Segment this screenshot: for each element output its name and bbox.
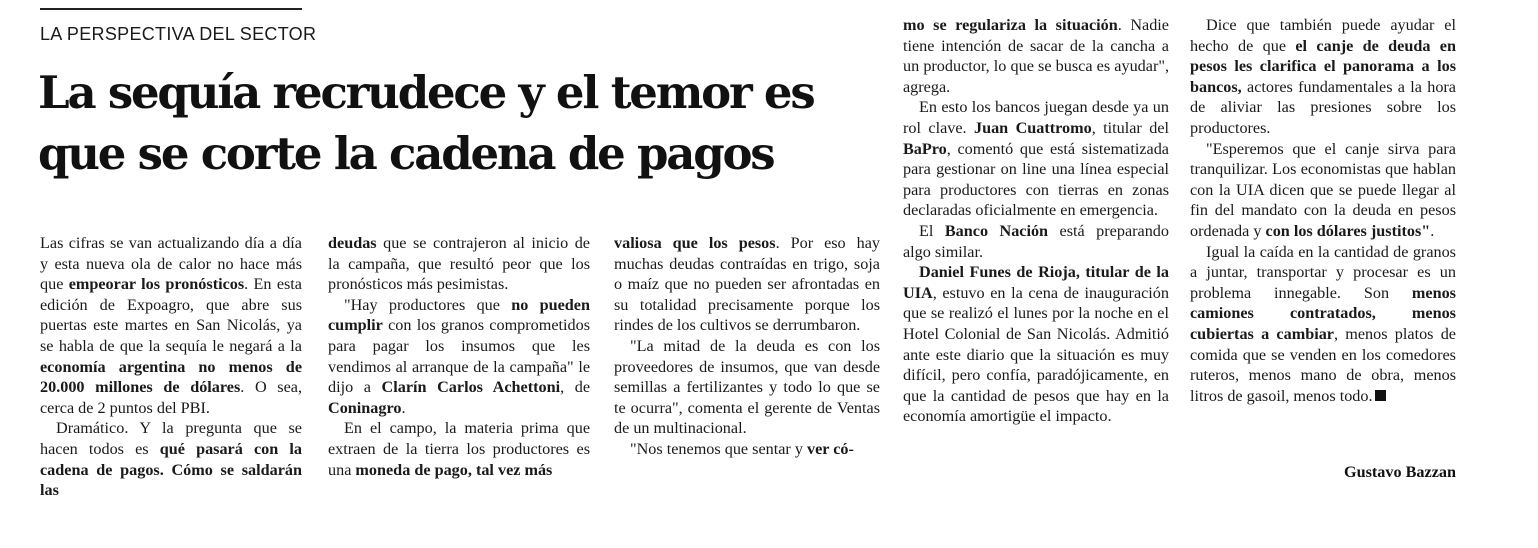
article-column-3	[614, 233, 880, 460]
text-run: .	[401, 398, 406, 417]
text-run: . Por eso hay muchas deudas contraídas en trigo, soja o maíz que no pueden ser afrontadas en su totalidad precisamente porque los rindes de los cultivos se derrumbaron.	[614, 234, 880, 335]
paragraph	[328, 295, 590, 419]
bold-text: empeorar los pronósticos	[68, 275, 245, 294]
paragraph	[328, 418, 590, 480]
bold-text: el canje de deuda en pesos les clarifica el panorama a los bancos,	[1190, 36, 1456, 96]
text-run: "Nos tenemos que sentar y	[630, 439, 807, 458]
paragraph	[614, 233, 880, 336]
text-run: está preparando algo similar.	[903, 221, 1169, 261]
text-run: , menos platos de comida que se venden en los comedores ruteros, menos mano de obra, menos litros de gasoil, menos todo.	[1190, 324, 1456, 405]
bold-text: menos camiones contratados, menos cubiertas a cambiar	[1190, 283, 1456, 343]
paragraph	[1190, 15, 1456, 139]
bold-text: no pueden cumplir	[328, 295, 590, 335]
paragraph	[1190, 139, 1456, 242]
paragraph	[903, 262, 1169, 427]
text-run: , comentó que está sistematizada para gestionar on line una línea especial para productores con tierras en zonas declaradas oficialmente en emergencia.	[903, 139, 1169, 220]
bold-text: Coninagro	[328, 398, 402, 417]
text-run: Las cifras se van actualizando día a día y esta nueva ola de calor no hace más que	[40, 234, 302, 294]
text-run: , de	[560, 378, 591, 397]
bold-text: Clarín Carlos Achettoni	[381, 378, 561, 397]
paragraph	[614, 439, 880, 460]
bold-text: Juan Cuattromo	[973, 118, 1092, 137]
bold-text: con los dólares justitos"	[1265, 221, 1431, 240]
bold-text: economía argentina no menos de 20.000 millones de dólares	[40, 357, 302, 397]
section-label: LA PERSPECTIVA DEL SECTOR	[40, 24, 317, 44]
text-run: "Esperemos que el canje sirva para tranquilizar. Los economistas que hablan con la UIA dicen que se puede llegar al fin del mandato con la deuda en pesos ordenada y	[1190, 139, 1456, 240]
paragraph: "La mitad de la deuda es con los proveedores de insumos, que van desde semillas a fertilizantes y todo lo que se te ocurra", comenta el gerente de Ventas de un multinacional.	[614, 336, 880, 438]
bold-text: moneda de pago, tal vez más	[355, 460, 553, 479]
text-run: Dice que también puede ayudar el hecho de que	[1190, 16, 1456, 55]
text-run: Igual la caída en la cantidad de granos a juntar, transportar y procesar es un problema innegable. Son	[1190, 242, 1456, 302]
bold-text: valiosa que los pesos	[614, 234, 776, 252]
headline: La sequía recrudece y el temor es que se corte la cadena de pagos	[38, 66, 814, 180]
article-column-5	[1190, 15, 1456, 406]
text-run: .	[1430, 221, 1435, 240]
paragraph	[903, 221, 1169, 262]
bold-text: deudas	[328, 234, 377, 252]
bold-text: qué pasará con la cadena de pagos. Cómo se saldarán las	[40, 439, 302, 500]
text-run: El	[919, 221, 945, 240]
paragraph	[328, 233, 590, 295]
paragraph	[1190, 242, 1456, 407]
byline: Gustavo Bazzan	[1344, 463, 1456, 481]
text-run: "Hay productores que	[344, 295, 512, 314]
bold-text: Banco Nación	[944, 221, 1049, 240]
text-run: Dramático. Y la pregunta que se hacen todos es	[40, 419, 302, 458]
paragraph	[903, 15, 1169, 97]
bold-text: ver có-	[807, 439, 854, 458]
section-rule	[40, 8, 302, 10]
article-column-1	[40, 233, 302, 501]
bold-text: BaPro	[903, 139, 947, 158]
text-run: con los granos comprometidos para pagar los insumos que les vendimos al arranque de la campaña" le dijo a	[328, 316, 590, 397]
text-run: actores fundamentales a la hora de aliviar las presiones sobre los productores.	[1190, 77, 1456, 137]
bold-text: mo se regulariza la situación	[903, 16, 1118, 34]
text-run: , titular del	[1091, 118, 1170, 137]
end-mark-icon	[1375, 390, 1386, 401]
text-run: . Nadie tiene intención de sacar de la cancha a un productor, lo que se busca es ayudar", agrega.	[903, 16, 1169, 96]
text-run: En el campo, la materia prima que extraen de la tierra los productores es una	[328, 419, 590, 479]
text-run: , estuvo en la cena de inauguración que se realizó el lunes por la noche en el Hotel Colonial de San Nicolás. Admitió ante este diario que la situación es muy difícil, pero confía, paradójicamente, en que la cantidad de pesos que hay en la economía amortigüe el impacto.	[903, 283, 1169, 426]
text-run: que se contrajeron al inicio de la campaña, que resultó peor que los pronósticos más pesimistas.	[328, 234, 590, 294]
article-column-4	[903, 15, 1169, 427]
paragraph	[40, 233, 302, 418]
bold-text: Daniel Funes de Rioja, titular de la UIA	[903, 263, 1169, 302]
text-run: En esto los bancos juegan desde ya un rol clave.	[903, 98, 1169, 137]
text-run: . O sea, cerca de 2 puntos del PBI.	[40, 378, 303, 417]
text-run: . En esta edición de Expoagro, que abre sus puertas este martes en San Nicolás, ya se habla de que la sequía le negará a la	[40, 275, 302, 355]
article-column-2	[328, 233, 590, 480]
paragraph	[40, 418, 302, 500]
paragraph	[903, 97, 1169, 221]
